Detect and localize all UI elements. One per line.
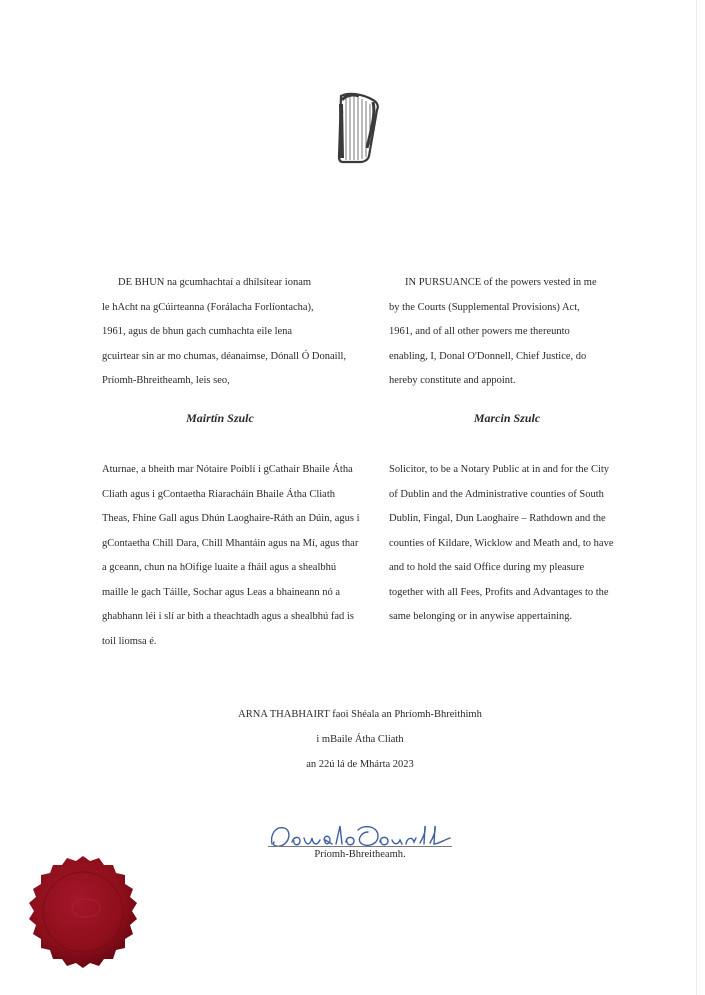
closing-line-given: ARNA THABHAIRT faoi Shéala an Phríomh-Bhreithimh: [238, 709, 482, 720]
english-body-line: together with all Fees, Profits and Advantages to the: [389, 586, 609, 598]
irish-body-line: toil liomsa é.: [102, 635, 157, 647]
english-body-line: same belonging or in anywise appertaining.: [389, 611, 573, 622]
signatory-title: Príomh-Bhreitheamh.: [314, 849, 406, 860]
closing-line-place: i mBaile Átha Cliath: [316, 734, 404, 745]
english-body-line: and to hold the said Office during my pleasure: [389, 562, 585, 573]
english-body: [389, 458, 639, 630]
signature-line: [268, 846, 452, 847]
appointee-name-irish: Mairtín Szulc: [186, 411, 254, 425]
english-intro: [389, 271, 639, 394]
english-intro-line: hereby constitute and appoint.: [389, 375, 516, 386]
irish-body-line: ghabhann léi i slí ar bith a theachtadh agus a shealbhú fad is: [102, 611, 354, 622]
irish-body-line: Cliath agus i gContaetha Riaracháin Bhaile Átha Cliath: [102, 488, 335, 500]
harp-icon: [333, 90, 381, 168]
irish-body-line: maille le gach Táille, Sochar agus Leas a bhaineann nó a: [102, 586, 341, 598]
english-body-line: Solicitor, to be a Notary Public at in and for the City: [389, 464, 610, 475]
irish-body-line: gContaetha Chill Dara, Chill Mhantáin agus na Mí, agus thar: [102, 537, 359, 549]
english-intro-line: by the Courts (Supplemental Provisions) Act,: [389, 301, 580, 313]
english-body-line: of Dublin and the Administrative counties of South: [389, 488, 604, 500]
appointee-name-english: Marcin Szulc: [473, 411, 541, 425]
irish-body: [102, 458, 382, 654]
irish-intro: [102, 271, 382, 394]
english-body-line: counties of Kildare, Wicklow and Meath and, to have: [389, 537, 614, 549]
page-edge: [696, 0, 697, 995]
irish-intro-line: Príomh-Bhreitheamh, leis seo,: [102, 375, 230, 386]
irish-body-line: Theas, Fhine Gall agus Dhún Laoghaire-Ráth an Dúin, agus i: [102, 513, 360, 524]
irish-intro-line: gcuirtear sin ar mo chumas, déanaimse, Dónall Ó Donaill,: [102, 350, 347, 362]
english-intro-line: IN PURSUANCE of the powers vested in me: [405, 277, 597, 288]
irish-intro-line: 1961, agus de bhun gach cumhachta eile lena: [102, 326, 293, 337]
irish-intro-line: le hAcht na gCúirteanna (Forálacha Forlíontacha),: [102, 301, 314, 313]
irish-intro-line: DE BHUN na gcumhachtaí a dhílsítear ionam: [118, 277, 312, 288]
wax-seal-icon: [24, 853, 142, 971]
irish-body-line: Aturnae, a bheith mar Nótaire Poiblí i gCathair Bhaile Átha: [102, 464, 353, 475]
closing-line-date: an 22ú lá de Mhárta 2023: [306, 759, 414, 770]
irish-body-line: a gceann, chun na hOifige luaite a fháil agus a shealbhú: [102, 562, 337, 573]
english-intro-line: 1961, and of all other powers me thereunto: [389, 326, 570, 337]
english-body-line: Dublin, Fingal, Dun Laoghaire – Rathdown and the: [389, 513, 606, 524]
english-intro-line: enabling, I, Donal O'Donnell, Chief Justice, do: [389, 350, 587, 362]
